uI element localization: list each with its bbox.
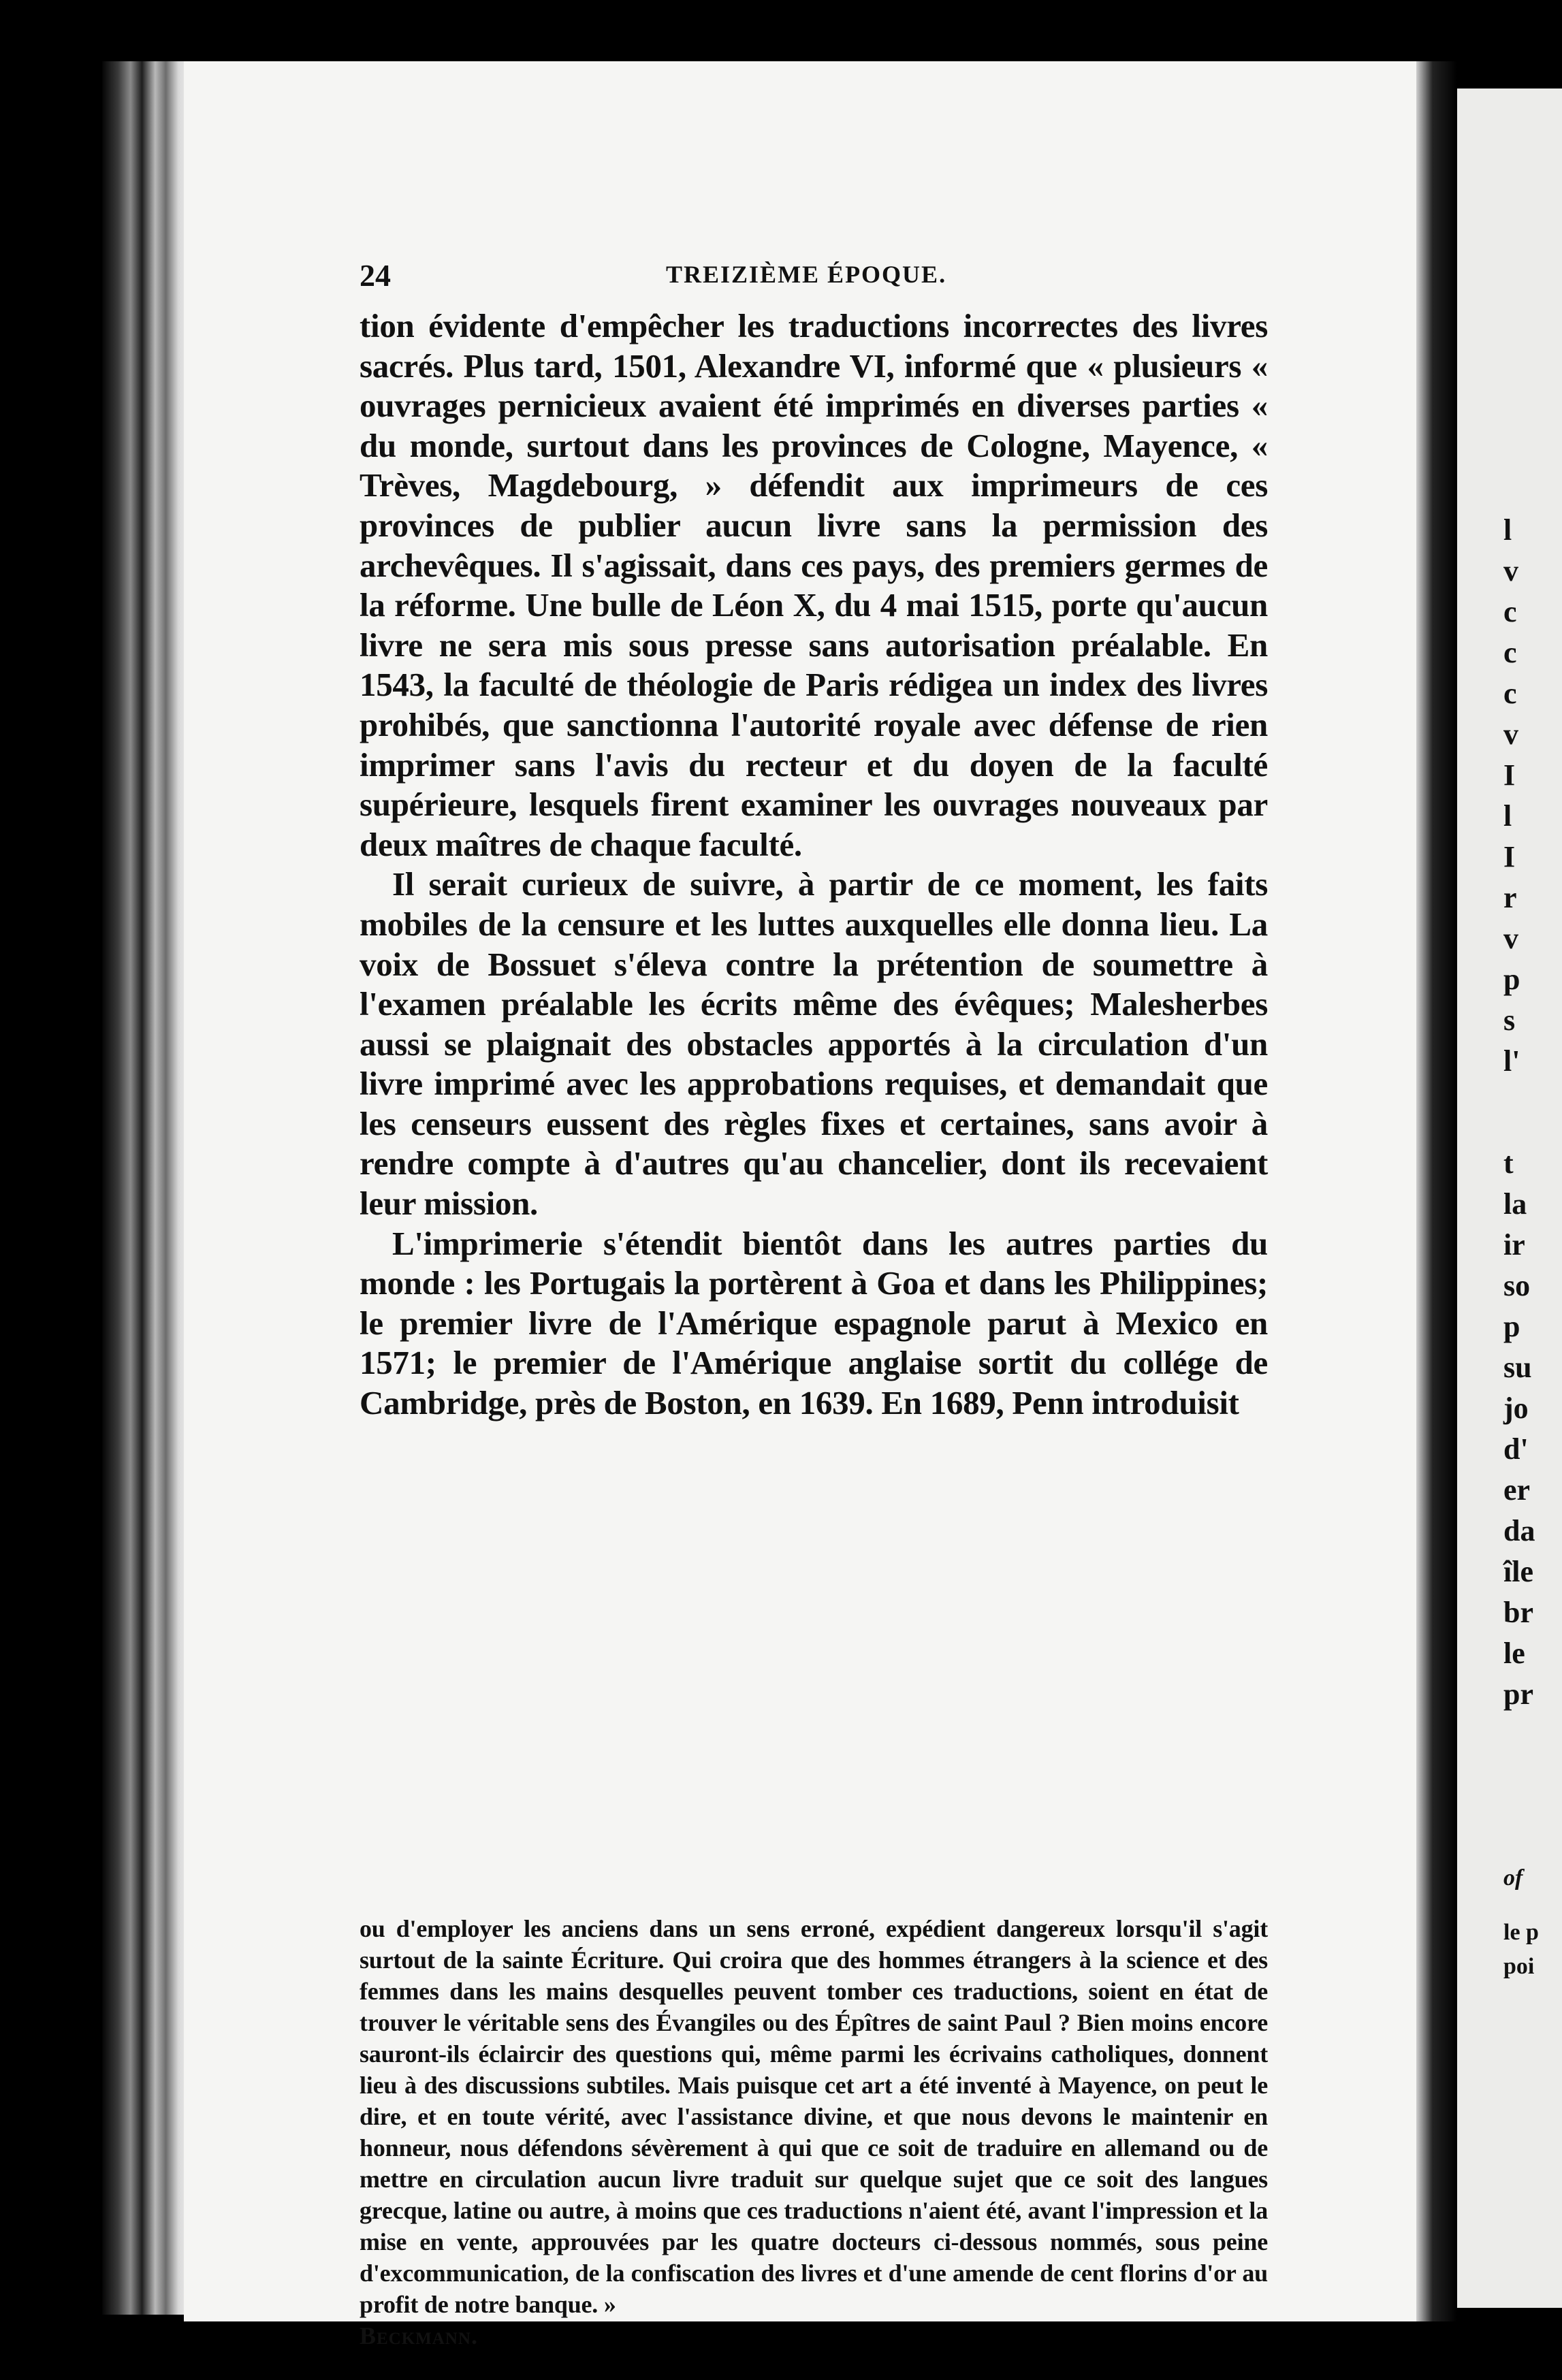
next-page-fragment: su xyxy=(1503,1351,1532,1384)
footnote xyxy=(360,1913,1268,2351)
running-title: TREIZIÈME ÉPOQUE. xyxy=(666,261,947,288)
footnote-body: ou d'employer les anciens dans un sens erroné, expédient dangereux lorsqu'il s'agit surtout de la sainte Écriture. Qui croira que des hommes étrangers à la science et des femmes dans les mains desquelles peuvent tomber ces traductions, soient en état de trouver le véritable sens des Évangiles ou des Épîtres de saint Paul ? Bien moins encore sauront-ils éclaircir des questions qui, même parmi les écrivains catholiques, donnent lieu à des discussions subtiles. Mais puisque cet art a été inventé à Mayence, on peut le dire, et en toute vérité, avec l'assistance divine, et que nous devons le maintenir en honneur, nous défendons sévèrement à qui que ce soit de traduire en allemand ou de mettre en circulation aucun livre traduit sur quelque sujet que ce soit des langues grecque, latine ou autre, à moins que ces traductions n'aient été, avant l'impression et la mise en vente, approuvées par les quatre docteurs ci-dessous nommés, sous peine d'excommunication, de la confiscation des livres et d'une amende de cent florins d'or au profit de notre banque. » xyxy=(360,1915,1268,2318)
next-page-fragment: p xyxy=(1503,963,1520,996)
next-page-fragment: p xyxy=(1503,1310,1520,1343)
next-page-fragment: pr xyxy=(1503,1677,1533,1711)
adjacent-page-edge xyxy=(1457,89,1562,2308)
next-page-fragment: jo xyxy=(1503,1392,1529,1425)
next-page-fragment: da xyxy=(1503,1514,1535,1547)
next-page-fragment: v xyxy=(1503,554,1518,588)
next-page-fragment: l xyxy=(1503,799,1512,833)
next-page-fragment: v xyxy=(1503,922,1518,955)
next-page-fragment: le p xyxy=(1503,1920,1539,1945)
next-page-fragment: I xyxy=(1503,840,1516,873)
next-page-fragment: c xyxy=(1503,636,1517,669)
paragraph-1: tion évidente d'empêcher les traductions incorrectes des livres sacrés. Plus tard, 1501, Alexandre VI, informé que « plusieurs « ouvrages pernicieux avaient été imprimés en diverses parties « du monde, surtout dans les provinces de Cologne, Mayence, « Trèves, Magdebourg, » défendit aux imprimeurs de ces provinces de publier aucun livre sans la permission des archevêques. Il s'agissait, dans ces pays, des premiers germes de la réforme. Une bulle de Léon X, du 4 mai 1515, porte qu'aucun livre ne sera mis sous presse sans autorisation préalable. En 1543, la faculté de théologie de Paris rédigea un index des livres prohibés, que sanctionna l'autorité royale avec défense de rien imprimer sans l'avis du recteur et du doyen de la faculté supérieure, lesquels firent examiner les ouvrages nouveaux par deux maîtres de chaque faculté. xyxy=(360,307,1268,863)
next-page-fragment: s xyxy=(1503,1003,1516,1037)
next-page-fragment: t xyxy=(1503,1146,1514,1180)
next-page-fragment: c xyxy=(1503,677,1517,710)
paragraph-2: Il serait curieux de suivre, à partir de ce moment, les faits mobiles de la censure et les luttes auxquelles elle donna lieu. La voix de Bossuet s'éleva contre la prétention de soumettre à l'examen préalable les écrits même des évêques; Malesherbes aussi se plaignait des obstacles apportés à la circulation d'un livre imprimé avec les approbations requises, et demandait que les censeurs eussent des règles fixes et certaines, sans avoir à rendre compte à d'autres qu'au chancelier, dont ils recevaient leur mission. xyxy=(360,865,1268,1223)
main-text xyxy=(360,306,1268,1424)
next-page-fragment: île xyxy=(1503,1555,1533,1588)
book-gutter xyxy=(102,61,191,2315)
next-page-fragment: d' xyxy=(1503,1432,1529,1466)
next-page-fragment: of xyxy=(1503,1865,1523,1891)
page-header xyxy=(360,257,1277,298)
next-page-fragment: c xyxy=(1503,595,1517,628)
page-fold-shadow xyxy=(1416,61,1457,2321)
paragraph-3: L'imprimerie s'étendit bientôt dans les autres parties du monde : les Portugais la portèrent à Goa et dans les Philippines; le premier livre de l'Amérique espagnole parut à Mexico en 1571; le premier de l'Amérique anglaise sortit du collége de Cambridge, près de Boston, en 1639. En 1689, Penn introduisit xyxy=(360,1224,1268,1422)
next-page-fragment: br xyxy=(1503,1596,1533,1629)
page-number: 24 xyxy=(360,258,391,293)
next-page-fragment: r xyxy=(1503,881,1517,914)
next-page-fragment: la xyxy=(1503,1187,1527,1221)
next-page-fragment: l' xyxy=(1503,1044,1520,1078)
footnote-text xyxy=(360,1913,1268,2351)
next-page-fragment: poi xyxy=(1503,1954,1535,1979)
next-page-fragment: so xyxy=(1503,1269,1531,1302)
footnote-author: Beckmann. xyxy=(360,2322,478,2349)
next-page-fragment: ir xyxy=(1503,1228,1525,1261)
next-page-fragment: er xyxy=(1503,1473,1531,1507)
next-page-fragment: v xyxy=(1503,718,1518,751)
next-page-fragment: le xyxy=(1503,1637,1525,1670)
next-page-fragment: l xyxy=(1503,513,1512,547)
next-page-fragment: I xyxy=(1503,758,1516,792)
